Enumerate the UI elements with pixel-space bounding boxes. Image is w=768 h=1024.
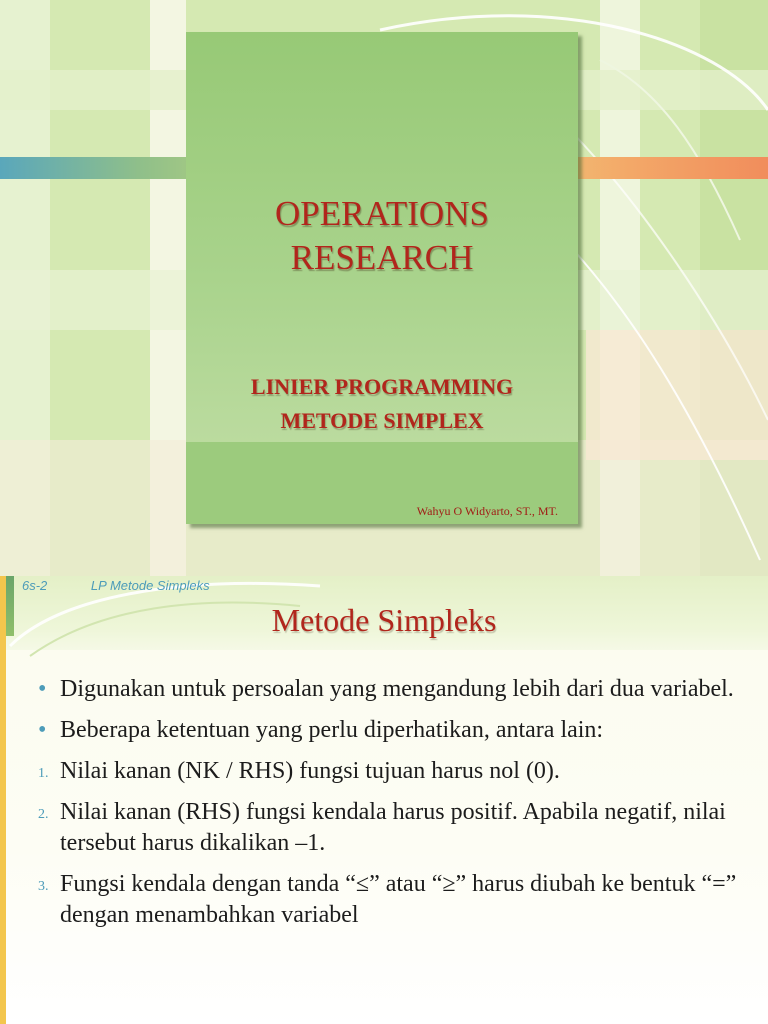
item-number: 3. (38, 879, 49, 894)
numbered-item (38, 869, 738, 931)
bullet-icon: • (38, 717, 47, 743)
subtitle-line-2: METODE SIMPLEX (280, 408, 484, 433)
item-number: 1. (38, 766, 49, 781)
author-name: Wahyu O Widyarto, ST., MT. (416, 504, 558, 518)
bullet-item (38, 674, 738, 705)
content-slide (0, 576, 768, 1024)
subtitle-line-1: LINIER PROGRAMMING (250, 374, 514, 399)
slide-content (38, 674, 738, 941)
main-title (186, 192, 578, 280)
numbered-text: Nilai kanan (NK / RHS) fungsi tujuan harus nol (0). (60, 758, 560, 784)
accent-bar (0, 576, 6, 1024)
numbered-text: Fungsi kendala dengan tanda “≤” atau “≥” harus diubah ke bentuk “=” dengan menambahkan variabel (60, 871, 737, 928)
title-line-1: OPERATIONS (275, 194, 489, 233)
bullet-item (38, 715, 738, 746)
numbered-item (38, 756, 738, 787)
numbered-item (38, 797, 738, 859)
title-card (186, 32, 578, 524)
slide-title: Metode Simpleks (271, 602, 497, 638)
subtitle (186, 370, 578, 438)
item-number: 2. (38, 807, 49, 822)
bullet-icon: • (38, 676, 47, 702)
numbered-text: Nilai kanan (RHS) fungsi kendala harus positif. Apabila negatif, nilai tersebut harus dikalikan –1. (60, 799, 726, 856)
bullet-text: Beberapa ketentuan yang perlu diperhatikan, antara lain: (60, 717, 604, 743)
bullet-text: Digunakan untuk persoalan yang mengandung lebih dari dua variabel. (60, 676, 734, 702)
slide-header-label: LP Metode Simpleks (90, 578, 210, 593)
slide-header (22, 578, 210, 593)
title-line-2: RESEARCH (290, 238, 474, 277)
slide-number: 6s-2 (22, 578, 48, 593)
